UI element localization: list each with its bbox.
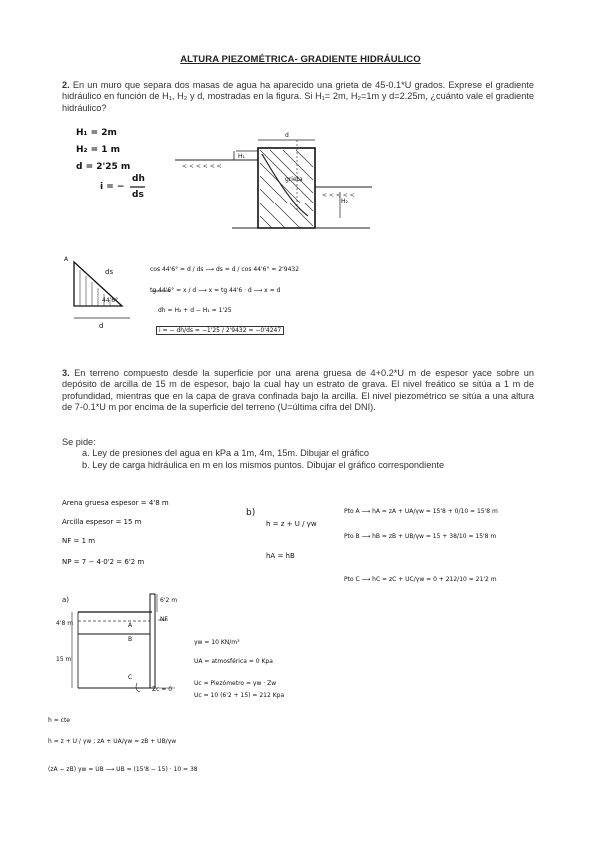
- hw-h2: H₂ = 1 m: [76, 145, 121, 155]
- work-line-3: dh = H₂ + d − H₁ = 1'25: [158, 307, 232, 314]
- hw-arena: Arena gruesa espesor = 4'8 m: [62, 499, 169, 507]
- hw-np: NP = 7 − 4·0'2 = 6'2 m: [62, 558, 145, 566]
- list-item-a: a. Ley de presiones del agua en kPa a 1m, 4m, 15m. Dibujar el gráfico: [82, 448, 370, 459]
- piezometer-tube: [150, 594, 155, 688]
- nf-mark: NF: [160, 616, 168, 623]
- point-c: C: [128, 674, 133, 681]
- problem-2-text: En un muro que separa dos masas de agua ha aparecido una grieta de 45-0.1*U grados. Exprese el gradiente hidráulico en función de H₁, H₂ y d, mostradas en la figura. Si H₁= 2m, H₂=1m y d=2.25m, ¿cuánto vale el gradiente hidráulico?: [62, 80, 534, 113]
- hw-h-eq: h = z + U / γw: [266, 520, 317, 528]
- dim-48: 4'8 m: [56, 620, 74, 627]
- tri-label-ds: ds: [105, 268, 114, 276]
- hw-d: d = 2'25 m: [76, 162, 131, 172]
- problem-2-number: 2.: [62, 80, 70, 90]
- work-line-4-boxed: i = − dh/ds = −1'25 / 2'9432 = −0'4247: [156, 326, 284, 335]
- dim-15: 15 m: [56, 656, 72, 663]
- hw-h-row: h = z + U / γw ; zA + UA/γw = zB + UB/γw: [48, 738, 177, 745]
- fig-label-grieta: grieta: [285, 176, 303, 183]
- tri-label-a: A: [64, 256, 69, 263]
- point-a: A: [128, 622, 133, 629]
- work-line-1: cos 44'6° = d / ds ⟶ ds = d / cos 44'6° = 2'9432: [150, 266, 300, 273]
- hw-a-label: a): [62, 596, 70, 604]
- hw-pto-c: Pto C ⟶ hC = zC + UC/γw = 0 + 212/10 = 21'2 m: [344, 576, 497, 583]
- fig-label-d: d: [285, 132, 289, 139]
- zc-zero: Zc = 0: [152, 686, 173, 693]
- hw-ua: UA = atmosférica = 0 Kpa: [194, 658, 273, 665]
- hw-last: (zA − zB) γw = UB ⟶ UB = (15'8 − 15) · 10 = 38: [48, 766, 198, 773]
- svg-text:< < < < <: < < < < <: [322, 192, 355, 199]
- hw-arcilla: Arcilla espesor = 15 m: [62, 518, 142, 526]
- hw-i-eq: i = −: [100, 182, 125, 192]
- point-b: B: [128, 636, 133, 643]
- problem-3-number: 3.: [62, 368, 70, 378]
- hw-b-label: b): [246, 508, 256, 518]
- hw-i-den: ds: [132, 190, 144, 200]
- fig-label-h1: H₁: [238, 153, 245, 160]
- tri-label-d: d: [99, 322, 104, 330]
- tri-label-angle: 44'6°: [102, 297, 119, 304]
- fig-label-h2: H₂: [341, 198, 348, 205]
- hw-uc1: Uc = Piezómetro = γw · Zw: [194, 680, 277, 687]
- hw-i-num: dh: [132, 174, 145, 184]
- work-line-2: tg 44'6° = x / d ⟶ x = tg 44'6 · d ⟶ x = d: [150, 287, 281, 294]
- problem-3-text: En terreno compuesto desde la superficie por una arena gruesa de 4+0.2*U m de espesor yace sobre un depósito de arcilla de 15 m de espesor, bajo la cual hay un estrato de grava. El nivel freático se sitúa a 1 m de profundidad, mientras que en la capa de grava confinada bajo la arcilla. El nivel piezométrico se sitúa a una altura de 7-0.1*U m por encima de la superficie del terreno (U=última cifra del DNI).: [62, 368, 534, 413]
- hw-pto-b: Pto B ⟶ hB = zB + UB/γw = 15 + 38/10 = 15'8 m: [344, 533, 497, 540]
- hw-h-cte: h = cte: [48, 717, 70, 724]
- hw-uc2: Uc = 10 (6'2 + 15) = 212 Kpa: [194, 692, 285, 699]
- hw-pto-a: Pto A ⟶ hA = zA + UA/γw = 15'8 + 0/10 = 15'8 m: [344, 508, 498, 515]
- se-pide-label: Se pide:: [62, 437, 96, 447]
- hw-gamma: γw = 10 KN/m³: [194, 639, 240, 646]
- hw-nf: NF = 1 m: [62, 537, 96, 545]
- list-item-b: b. Ley de carga hidráulica en m en los mismos puntos. Dibujar el gráfico correspondiente: [82, 459, 445, 470]
- hw-h1: H₁ = 2m: [76, 128, 117, 138]
- dim-62: 6'2 m: [160, 597, 178, 604]
- hw-ha-hb: hA = hB: [266, 552, 295, 560]
- svg-text:< < < < < <: < < < < < <: [182, 163, 222, 170]
- page-title: ALTURA PIEZOMÉTRICA- GRADIENTE HIDRÁULICO: [180, 54, 421, 65]
